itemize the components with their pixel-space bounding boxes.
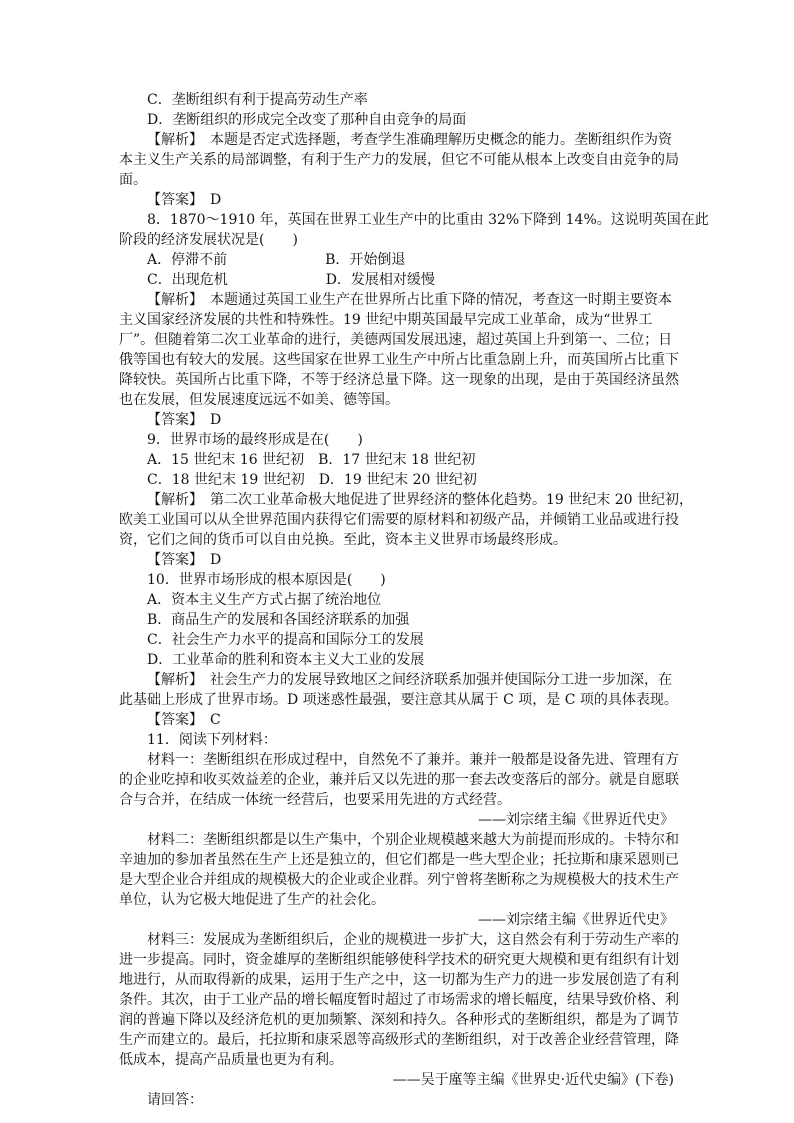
text-line-e10b: 此基础上形成了世界市场。D 项迷惑性最强，要注意其从属于 C 项，是 C 项的具体表现。 (119, 692, 678, 708)
text-line-e7b: 本主义生产关系的局部调整，有利于生产力的发展，但它不可能从根本上改变自由竞争的局 (119, 152, 679, 168)
text-line-m3d: 条件。其次，由于工业产品的增长幅度暂时超过了市场需求的增长幅度，结果导致价格、利 (119, 992, 679, 1008)
text-line-e10a: 【解析】 社会生产力的发展导致地区之间经济联系加强并使国际分工进一步加深，在 (147, 672, 672, 688)
text-line-e8d: 俄等国也有较大的发展。这些国家在世界工业生产中所占比重急剧上升，而英国所占比重下 (119, 352, 679, 368)
text-line-q9cd: C．18 世纪末 19 世纪初 D．19 世纪末 20 世纪初 (147, 472, 477, 488)
text-line-q7d: D．垄断组织的形成完全改变了那种自由竞争的局面 (147, 112, 467, 128)
text-line-e8f: 也在发展，但发展速度远远不如美、德等国。 (119, 392, 399, 408)
text-line-e8a: 【解析】 本题通过英国工业生产在世界所占比重下降的情况，考查这一时期主要资本 (147, 292, 672, 308)
text-line-q9ab: A．15 世纪末 16 世纪初 B．17 世纪末 18 世纪初 (147, 452, 476, 468)
text-line-q10d: D．工业革命的胜利和资本主义大工业的发展 (147, 652, 425, 668)
text-line-m3c: 地进行，从而取得新的成果，运用于生产之中，这一切都为生产力的进一步发展创造了有利 (119, 972, 679, 988)
text-line-m3a: 材料三：发展成为垄断组织后，企业的规模进一步扩大，这自然会有利于劳动生产率的 (147, 932, 679, 948)
text-line-a9: 【答案】 D (147, 552, 222, 568)
text-line-q8cd: C．出现危机 D．发展相对缓慢 (147, 272, 435, 288)
text-line-m3s: ——吴于廑等主编《世界史·近代史编》(下卷) (392, 1072, 674, 1088)
text-line-e7c: 面。 (119, 172, 147, 188)
text-line-e7a: 【解析】 本题是否定式选择题，考查学生准确理解历史概念的能力。垄断组织作为资 (147, 132, 672, 148)
text-line-q8b: 阶段的经济发展状况是( ) (119, 232, 298, 248)
text-line-e8e: 降较快。英国所占比重下降，不等于经济总量下降。这一现象的出现，是由于英国经济虽然 (119, 372, 679, 388)
text-line-m3f: 生产而建立的。最后，托拉斯和康采恩等高级形式的垄断组织，对于改善企业经营管理，降 (119, 1032, 679, 1048)
text-line-q8: 8．1870～1910 年，英国在世界工业生产中的比重由 32%下降到 14%。这说明英国在此 (147, 212, 709, 228)
text-line-e9c: 资，它们之间的货币可以自由兑换。至此，资本主义世界市场最终形成。 (119, 532, 567, 548)
text-line-m2d: 单位，认为它极大地促进了生产的社会化。 (119, 892, 385, 908)
text-line-m1a: 材料一：垄断组织在形成过程中，自然免不了兼并。兼并一般都是设备先进、管理有方 (147, 752, 679, 768)
text-line-m2c: 是大型企业合并组成的规模极大的企业或企业群。列宁曾将垄断称之为规模极大的技术生产 (119, 872, 679, 888)
text-line-e9b: 欧美工业国可以从全世界范围内获得它们需要的原材料和初级产品，并倾销工业品或进行投 (119, 512, 679, 528)
text-line-q9: 9．世界市场的最终形成是在( ) (147, 432, 363, 448)
text-line-m3g: 低成本，提高产品质量也更为有利。 (119, 1052, 343, 1068)
text-line-m3b: 进一步提高。同时，资金雄厚的垄断组织能够使科学技术的研究更大规模和更有组织有计划 (119, 952, 679, 968)
text-line-a10: 【答案】 C (147, 712, 221, 728)
text-line-a8: 【答案】 D (147, 412, 222, 428)
text-line-q10b: B．商品生产的发展和各国经济联系的加强 (147, 612, 410, 628)
text-line-ask: 请回答： (147, 1092, 203, 1108)
text-line-e8c: 厂”。但随着第二次工业革命的进行，美德两国发展迅速，超过英国上升到第一、二位；日 (119, 332, 673, 348)
text-line-m1s: ——刘宗绪主编《世界近代史》 (478, 812, 674, 828)
text-line-q7c: C．垄断组织有利于提高劳动生产率 (147, 92, 368, 108)
text-line-m2b: 辛迪加的参加者虽然在生产上还是独立的，但它们都是一些大型企业；托拉斯和康采恩则已 (119, 852, 679, 868)
text-line-m2a: 材料二：垄断组织都是以生产集中，个别企业规模越来越大为前提而形成的。卡特尔和 (147, 832, 679, 848)
text-line-q10: 10．世界市场形成的根本原因是( ) (147, 572, 386, 588)
text-line-q10c: C．社会生产力水平的提高和国际分工的发展 (147, 632, 424, 648)
text-line-a7: 【答案】 D (147, 192, 222, 208)
text-line-e8b: 主义国家经济发展的共性和特殊性。19 世纪中期英国最早完成工业革命，成为“世界工 (119, 312, 653, 328)
text-line-m1c: 合与合并，在结成一体统一经营后，也要采用先进的方式经营。 (119, 792, 511, 808)
text-line-m2s: ——刘宗绪主编《世界近代史》 (478, 912, 674, 928)
text-line-e9a: 【解析】 第二次工业革命极大地促进了世界经济的整体化趋势。19 世纪末 20 世纪初， (147, 492, 693, 508)
text-line-m1b: 的企业吃掉和收买效益差的企业，兼并后又以先进的那一套去改变落后的部分。就是自愿联 (119, 772, 679, 788)
text-line-q11: 11．阅读下列材料： (147, 732, 277, 748)
text-line-m3e: 润的普遍下降以及经济危机的更加频繁、深刻和持久。各种形式的垄断组织，都是为了调节 (119, 1012, 679, 1028)
text-line-q10a: A．资本主义生产方式占据了统治地位 (147, 592, 382, 608)
text-line-q8ab: A．停滞不前 B．开始倒退 (147, 252, 406, 268)
